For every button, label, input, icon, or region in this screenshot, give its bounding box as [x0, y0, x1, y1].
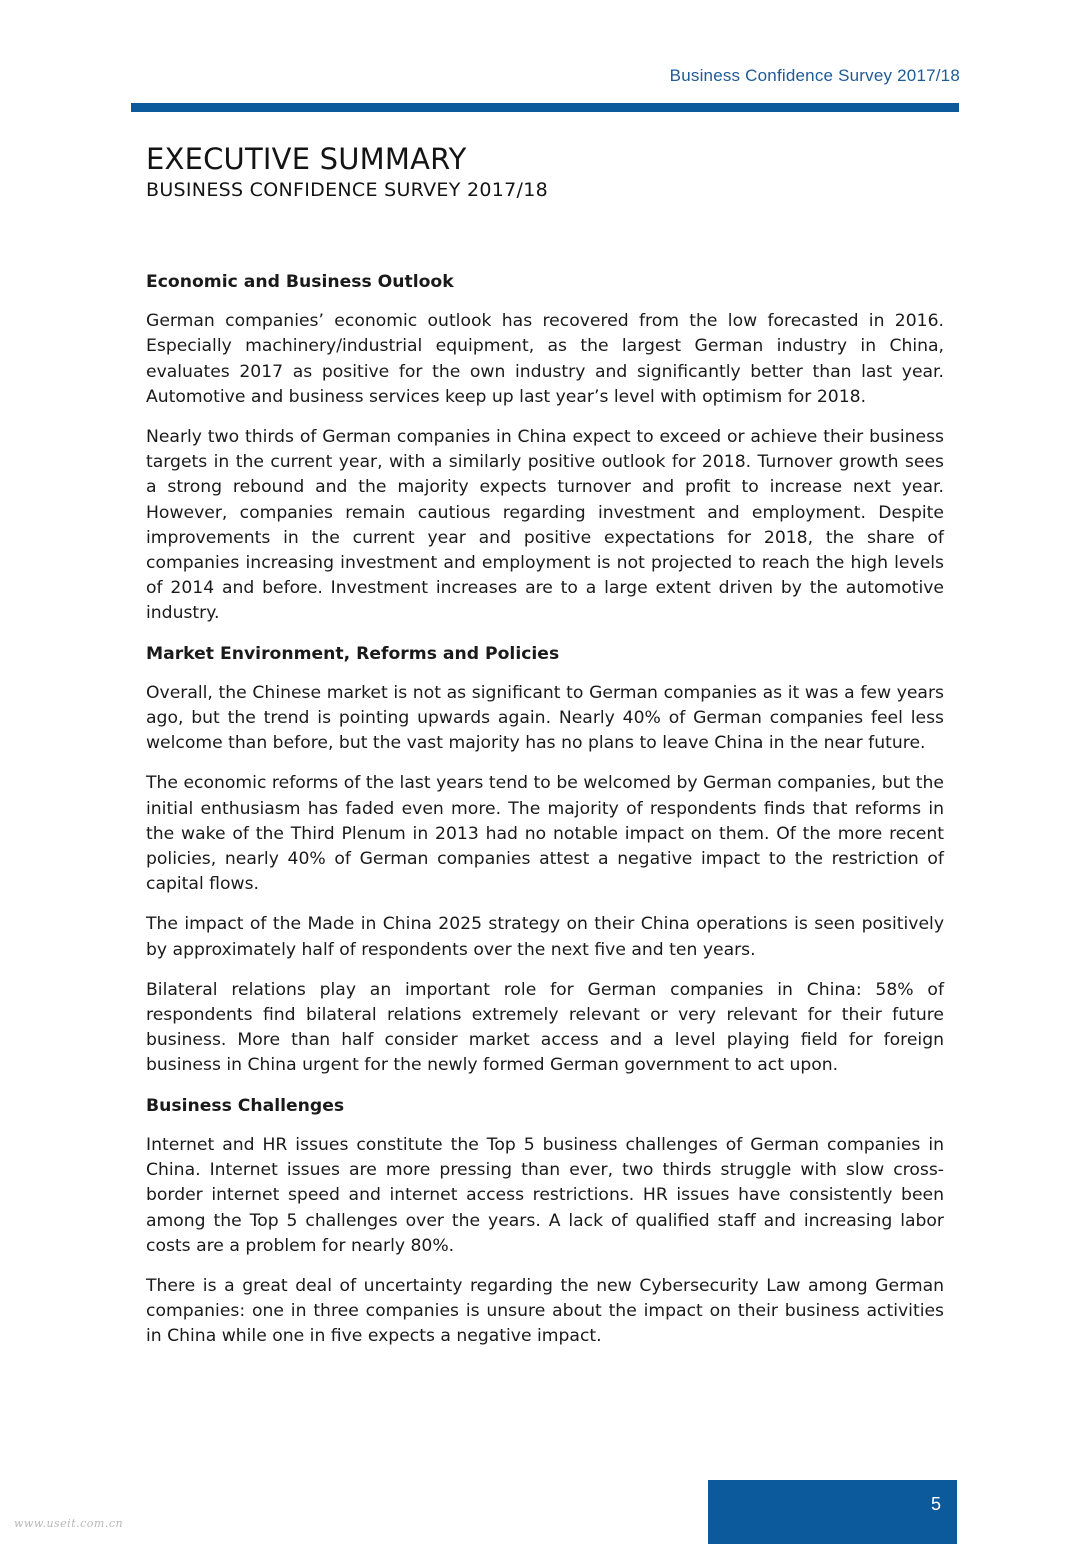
header-rule: [131, 103, 959, 112]
running-header-title: Business Confidence Survey 2017/18: [669, 66, 960, 85]
paragraph: The economic reforms of the last years tend to be welcomed by German companies, but the initial enthusiasm has faded even more. The majority of respondents finds that reforms in the wake of the Third Plenum in 2013 had no notable impact on them. Of the more recent policies, nearly 40% of German companies attest a negative impact to the restriction of capital flows.: [146, 773, 944, 895]
paragraph: There is a great deal of uncertainty regarding the new Cybersecurity Law among German companies: one in three companies is unsure about the impact on their business activities in China while one in five expects a negative impact.: [146, 1275, 944, 1347]
page-subtitle: BUSINESS CONFIDENCE SURVEY 2017/18: [146, 179, 549, 201]
paragraph: Nearly two thirds of German companies in China expect to exceed or achieve their business targets in the current year, with a similarly positive outlook for 2018. Turnover growth sees a strong rebound and the majority expects turnover and profit to increase next year. However, companies remain cautious regarding investment and employment. Despite improvements in the current year and positive expectations for 2018, the share of companies increasing investment and employment is not projected to reach the high levels of 2014 and before. Investment increases are to a large extent driven by the automotive industry.: [146, 427, 944, 624]
paragraph: German companies’ economic outlook has recovered from the low forecasted in 2016. Especially machinery/industrial equipment, as the largest German industry in China, evaluates 2017 as positive for the own industry and significantly better than last year. Automotive and business services keep up last year’s level with optimism for 2018.: [146, 311, 944, 407]
page-number: 5: [930, 1494, 941, 1514]
paragraph: Bilateral relations play an important role for German companies in China: 58% of respondents find bilateral relations extremely relevant or very relevant for their future business. More than half consider market access and a level playing field for foreign business in China urgent for the newly formed German government to act upon.: [146, 979, 944, 1076]
section-heading: Economic and Business Outlook: [146, 272, 454, 292]
section-heading: Market Environment, Reforms and Policies: [146, 643, 560, 664]
paragraph: Overall, the Chinese market is not as significant to German companies as it was a few years ago, but the trend is pointing upwards again. Nearly 40% of German companies feel less welcome than before, but the vast majority has no plans to leave China in the near future.: [146, 682, 944, 754]
paragraph: The impact of the Made in China 2025 strategy on their China operations is seen positively by approximately half of respondents over the next five and ten years.: [146, 914, 944, 960]
section-economic-outlook: [146, 270, 944, 627]
section-market-environment: [146, 642, 944, 1079]
watermark: www.useit.com.cn: [14, 1517, 124, 1530]
title-block: [146, 141, 548, 203]
page-title: EXECUTIVE SUMMARY: [146, 142, 467, 176]
document-body: [146, 270, 944, 1365]
page-number-box: [708, 1480, 957, 1544]
section-business-challenges: [146, 1094, 944, 1350]
paragraph: Internet and HR issues constitute the Top 5 business challenges of German companies in China. Internet issues are more pressing than ever, two thirds struggle with slow cross-border internet speed and internet access restrictions. HR issues have consistently been among the Top 5 challenges over the years. A lack of qualified staff and increasing labor costs are a problem for nearly 80%.: [146, 1134, 944, 1256]
section-heading: Business Challenges: [146, 1095, 345, 1116]
